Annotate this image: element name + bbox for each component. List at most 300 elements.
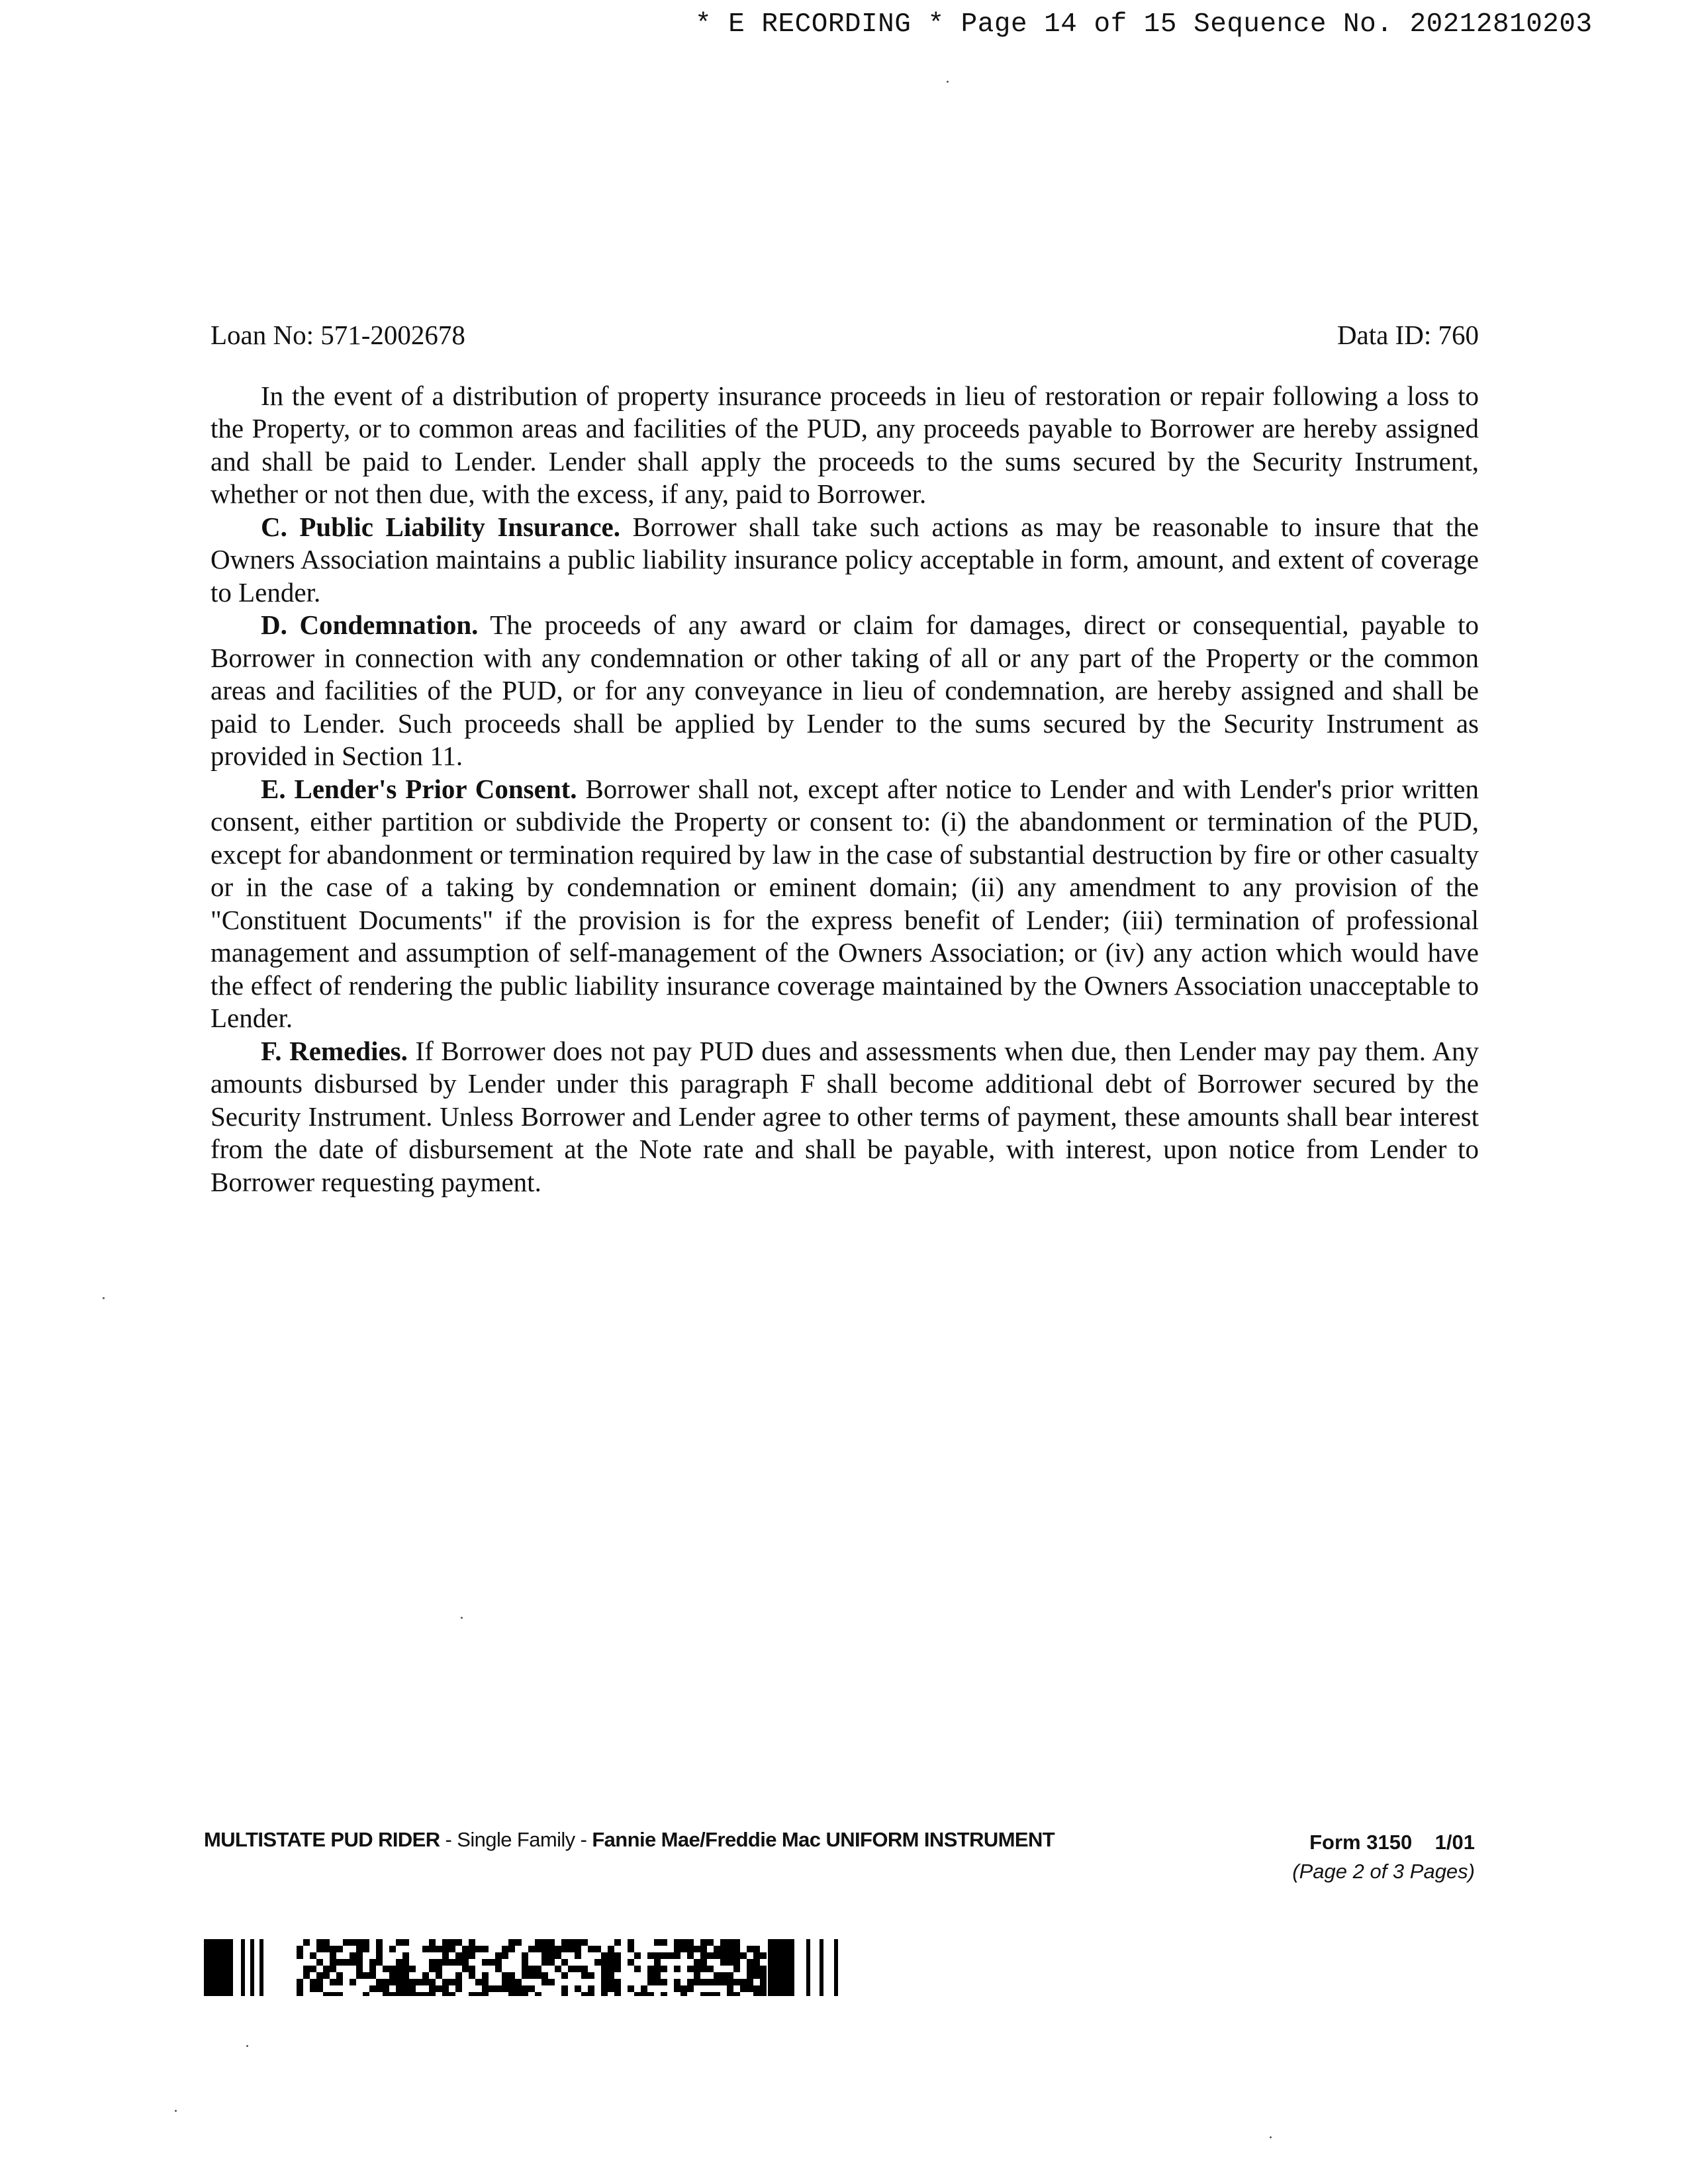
- barcode-bar: [601, 1985, 608, 1992]
- barcode-bar: [330, 1952, 336, 1959]
- barcode-bar: [647, 1972, 654, 1979]
- barcode-bar: [614, 1992, 621, 1996]
- barcode-bar: [522, 1992, 528, 1996]
- barcode-bar: [541, 1939, 548, 1946]
- barcode-bar: [455, 1959, 462, 1966]
- barcode-bar: [555, 1946, 561, 1952]
- barcode-bar: [548, 1979, 555, 1985]
- barcode-bar: [396, 1985, 402, 1992]
- barcode-bar: [356, 1972, 363, 1979]
- data-id: [1337, 319, 1479, 352]
- barcode-bar: [628, 1985, 634, 1992]
- barcode-bar: [303, 1939, 310, 1946]
- scan-speck: [461, 1617, 463, 1619]
- barcode-bar: [654, 1959, 661, 1966]
- barcode-bar: [515, 1939, 522, 1946]
- scan-speck: [175, 2110, 177, 2112]
- barcode-bar: [350, 1979, 356, 1985]
- barcode-bar: [601, 1966, 608, 1972]
- barcode-bar: [561, 1946, 568, 1952]
- barcode-bar: [608, 1979, 614, 1985]
- barcode-bar: [402, 1985, 409, 1992]
- scan-speck: [246, 2045, 248, 2047]
- barcode-bar: [330, 1966, 336, 1972]
- recording-header: * E RECORDING * Page 14 of 15 Sequence No. 20212810203: [695, 9, 1593, 40]
- barcode-bar: [436, 1972, 442, 1979]
- barcode-bar: [528, 1972, 535, 1979]
- barcode-bar: [647, 1952, 654, 1959]
- barcode-bar: [687, 1946, 694, 1952]
- barcode-bar: [760, 1966, 767, 1972]
- paragraph-heading: E. Lender's Prior Consent.: [261, 773, 577, 804]
- barcode-bar: [760, 1952, 767, 1959]
- barcode-bar: [422, 1972, 429, 1979]
- barcode-bar: [297, 1946, 303, 1952]
- barcode-bar: [316, 1972, 323, 1979]
- barcode-bar: [575, 1946, 581, 1952]
- footer-instrument: Fannie Mae/Freddie Mac UNIFORM INSTRUMENT: [592, 1828, 1055, 1851]
- barcode-bar: [455, 1952, 462, 1959]
- barcode-bar: [535, 1939, 541, 1946]
- footer-separator: -: [575, 1828, 592, 1851]
- barcode-bar: [714, 1979, 720, 1985]
- barcode-bar: [376, 1946, 383, 1952]
- barcode-bar: [402, 1966, 409, 1972]
- barcode-bar: [436, 1946, 442, 1952]
- barcode-bar: [508, 1972, 515, 1979]
- barcode-bar: [594, 1959, 601, 1966]
- barcode-bar: [727, 1939, 733, 1946]
- barcode-bar: [740, 1952, 747, 1959]
- barcode-bar: [376, 1979, 383, 1985]
- barcode-bar: [720, 1939, 727, 1946]
- barcode-bar: [429, 1946, 436, 1952]
- barcode-bar: [641, 1992, 647, 1996]
- barcode-bar: [733, 1946, 740, 1952]
- barcode-bar: [707, 1939, 714, 1946]
- barcode-bar: [449, 1959, 455, 1966]
- barcode-bar: [608, 1966, 614, 1972]
- barcode-bar: [469, 1952, 475, 1959]
- barcode-bar: [535, 1972, 541, 1979]
- barcode-bar: [614, 1985, 621, 1992]
- footer-separator: -: [440, 1828, 457, 1851]
- barcode-bar: [747, 1959, 753, 1966]
- barcode-bar: [259, 1939, 263, 1996]
- barcode-bar: [700, 1946, 707, 1952]
- barcode-bar: [522, 1952, 528, 1959]
- barcode-bar: [515, 1985, 522, 1992]
- barcode-bar: [429, 1985, 436, 1992]
- barcode-bar: [436, 1966, 442, 1972]
- barcode-bar: [482, 1985, 489, 1992]
- barcode-bar: [316, 1979, 323, 1985]
- barcode-bar: [455, 1972, 462, 1979]
- barcode-bar: [402, 1952, 409, 1959]
- paragraph-body: Borrower shall not, except after notice to Lender and with Lender's prior written consent, either partition or subdivide the Property or consent to: (i) the abandonment or termination of the PUD, except for abandonment or termination required by law in the case of substantial destruction by fire or other casualty or in the case of a taking by condemnation or eminent domain; (ii) any amendment to any provision of the "Constituent Documents" if the provision is for the express benefit of Lender; (iii) termination of professional management and assumption of self-management of the Owners Association; or (iv) any action which would have the effect of rendering the public liability insurance coverage maintained by the Owners Association unacceptable to Lender.: [211, 773, 1479, 1033]
- barcode-bar: [581, 1972, 588, 1979]
- barcode-bar: [482, 1946, 489, 1952]
- barcode-bar: [482, 1979, 489, 1985]
- barcode-bar: [753, 1992, 760, 1996]
- barcode-bar: [806, 1939, 810, 1996]
- barcode-bar: [634, 1966, 641, 1972]
- barcode-bar: [336, 1979, 343, 1985]
- paragraph-condemnation: [211, 609, 1479, 773]
- barcode-bar: [694, 1972, 700, 1979]
- barcode-bar: [495, 1966, 502, 1972]
- barcode-bar: [561, 1939, 568, 1946]
- barcode-bar: [442, 1992, 449, 1996]
- barcode-bar: [628, 1959, 634, 1966]
- barcode-bar: [383, 1979, 389, 1985]
- barcode-bar: [469, 1992, 475, 1996]
- barcode-bar: [363, 1946, 369, 1952]
- barcode-bar: [356, 1939, 363, 1946]
- barcode-bar: [614, 1966, 621, 1972]
- barcode-bar: [581, 1992, 588, 1996]
- barcode-bar: [442, 1985, 449, 1992]
- barcode-bar: [753, 1946, 760, 1952]
- barcode-bar: [310, 1952, 316, 1959]
- barcode-bar: [588, 1985, 594, 1992]
- barcode-bar: [528, 1985, 535, 1992]
- barcode-bar: [455, 1979, 462, 1985]
- barcode-bar: [528, 1946, 535, 1952]
- barcode-bar: [303, 1966, 310, 1972]
- barcode-bar: [747, 1972, 753, 1979]
- barcode-bar: [396, 1992, 402, 1996]
- barcode-bar: [575, 1952, 581, 1959]
- barcode-bar: [601, 1979, 608, 1985]
- barcode-bar: [747, 1985, 753, 1992]
- footer-form-line: [1292, 1828, 1475, 1857]
- barcode-bar: [429, 1979, 436, 1985]
- barcode-bar: [548, 1939, 555, 1946]
- barcode-bar: [714, 1952, 720, 1959]
- barcode-bar: [694, 1966, 700, 1972]
- barcode-bar: [541, 1946, 548, 1952]
- barcode-bar: [601, 1959, 608, 1966]
- barcode-bar: [297, 1985, 303, 1992]
- barcode-bar: [680, 1946, 687, 1952]
- footer-rider-type: Single Family: [457, 1828, 575, 1851]
- barcode-bar: [667, 1952, 674, 1959]
- barcode-bar: [369, 1972, 376, 1979]
- barcode-bar: [482, 1972, 489, 1979]
- barcode-bar: [654, 1952, 661, 1959]
- barcode-bar: [541, 1959, 548, 1966]
- barcode-bar: [376, 1939, 383, 1946]
- barcode-bar: [555, 1966, 561, 1972]
- barcode-bar: [241, 1939, 245, 1996]
- barcode-bar: [508, 1946, 515, 1952]
- barcode-bar: [687, 1939, 694, 1946]
- paragraph-body: The proceeds of any award or claim for damages, direct or consequential, payable to Borrower in connection with any condemnation or other taking of all or any part of the Property or the common areas and facilities of the PUD, or for any conveyance in lieu of condemnation, are hereby assigned and shall be paid to Lender. Such proceeds shall be applied by Lender to the sums secured by the Security Instrument as provided in Section 11.: [211, 610, 1479, 771]
- barcode-bar: [330, 1946, 336, 1952]
- barcode-bar: [369, 1959, 376, 1966]
- barcode-bar: [350, 1939, 356, 1946]
- barcode-bar: [475, 1979, 482, 1985]
- barcode-bar: [654, 1972, 661, 1979]
- barcode-bar: [336, 1959, 343, 1966]
- barcode-bar: [522, 1966, 528, 1972]
- barcode-bar: [475, 1946, 482, 1952]
- paragraph-body: If Borrower does not pay PUD dues and assessments when due, then Lender may pay them. Any amounts disbursed by Lender under this paragraph F shall become additional debt of Borrower secured by the Security Instrument. Unless Borrower and Lender agree to other terms of payment, these amounts shall bear interest from the date of disbursement at the Note rate and shall be payable, with interest, upon notice from Lender to Borrower requesting payment.: [211, 1035, 1479, 1197]
- barcode-bar: [528, 1966, 535, 1972]
- barcode-bar: [376, 1959, 383, 1966]
- barcode-bar: [601, 1972, 608, 1979]
- paragraph-heading: C. Public Liability Insurance.: [261, 511, 621, 542]
- barcode-bar: [462, 1959, 469, 1966]
- barcode-bar: [535, 1966, 541, 1972]
- barcode-bar: [647, 1966, 654, 1972]
- barcode-bar: [588, 1992, 594, 1996]
- barcode-bar: [330, 1992, 336, 1996]
- barcode-bar: [680, 1939, 687, 1946]
- barcode-bar: [548, 1952, 555, 1959]
- barcode-bar: [389, 1946, 396, 1952]
- barcode-bar: [442, 1959, 449, 1966]
- barcode-bar: [727, 1952, 733, 1959]
- loan-number-label: Loan No:: [211, 320, 314, 350]
- barcode-bar: [707, 1979, 714, 1985]
- barcode-bar: [700, 1952, 707, 1959]
- barcode-bar: [396, 1972, 402, 1979]
- barcode-bar: [336, 1972, 343, 1979]
- barcode-bar: [396, 1966, 402, 1972]
- barcode-bar: [661, 1979, 667, 1985]
- barcode-bar: [316, 1946, 323, 1952]
- barcode-bar: [389, 1992, 396, 1996]
- barcode-bar: [661, 1952, 667, 1959]
- barcode-bar: [522, 1959, 528, 1966]
- barcode-bar: [568, 1966, 575, 1972]
- barcode-bar: [383, 1985, 389, 1992]
- barcode-bar: [588, 1946, 594, 1952]
- barcode-bar: [469, 1939, 475, 1946]
- barcode-bar: [495, 1952, 502, 1959]
- barcode-bar: [614, 1952, 621, 1959]
- barcode-bar: [429, 1959, 436, 1966]
- barcode-bar: [204, 1939, 233, 1996]
- barcode-bar: [674, 1939, 680, 1946]
- barcode-bar: [442, 1939, 449, 1946]
- barcode-bar: [634, 1952, 641, 1959]
- barcode-bar: [250, 1939, 254, 1996]
- paragraph-insurance-proceeds: [211, 380, 1479, 511]
- barcode-bar: [316, 1985, 323, 1992]
- barcode-bar: [733, 1992, 740, 1996]
- barcode-bar: [694, 1959, 700, 1966]
- barcode-bar: [383, 1992, 389, 1996]
- barcode-bar: [727, 1992, 733, 1996]
- barcode-bar: [402, 1939, 409, 1946]
- barcode-bar: [442, 1952, 449, 1959]
- barcode-bar: [720, 1979, 727, 1985]
- barcode-bar: [740, 1979, 747, 1985]
- barcode-bar: [422, 1946, 429, 1952]
- barcode-bar: [462, 1952, 469, 1959]
- barcode-bar: [834, 1939, 838, 1996]
- barcode-bar: [330, 1979, 336, 1985]
- barcode-bar: [535, 1992, 541, 1996]
- barcode-bar: [641, 1985, 647, 1992]
- barcode-bar: [575, 1939, 581, 1946]
- barcode-bar: [753, 1972, 760, 1979]
- barcode-bar: [356, 1952, 363, 1959]
- barcode-bar: [608, 1952, 614, 1959]
- barcode-bar: [442, 1979, 449, 1985]
- barcode-bar: [700, 1959, 707, 1966]
- barcode-bar: [680, 1992, 687, 1996]
- barcode-bar: [389, 1972, 396, 1979]
- barcode-bar: [502, 1979, 508, 1985]
- barcode-bar: [661, 1939, 667, 1946]
- paragraph-heading: D. Condemnation.: [261, 610, 479, 640]
- barcode-bar: [541, 1952, 548, 1959]
- barcode-bar: [363, 1939, 369, 1946]
- barcode-bar: [449, 1946, 455, 1952]
- barcode-bar: [714, 1992, 720, 1996]
- barcode-bar: [297, 1952, 303, 1959]
- barcode-bar: [760, 1972, 767, 1979]
- barcode-bar: [389, 1966, 396, 1972]
- barcode-bar: [594, 1946, 601, 1952]
- barcode-bar: [674, 1966, 680, 1972]
- barcode-bar: [522, 1972, 528, 1979]
- form-number: Form 3150: [1309, 1831, 1413, 1854]
- barcode-bar: [714, 1972, 720, 1979]
- barcode-bar: [402, 1972, 409, 1979]
- barcode-bar: [396, 1939, 402, 1946]
- barcode-bar: [396, 1979, 402, 1985]
- barcode-bar: [350, 1959, 356, 1966]
- barcode-bar: [402, 1979, 409, 1985]
- barcode-bar: [323, 1939, 330, 1946]
- barcode-bar: [336, 1946, 343, 1952]
- barcode-bar: [561, 1992, 568, 1996]
- barcode-bar: [820, 1939, 823, 1996]
- barcode-bar: [700, 1992, 707, 1996]
- page-note: (Page 2 of 3 Pages): [1292, 1860, 1475, 1883]
- barcode-bar: [310, 1985, 316, 1992]
- barcode-bar: [733, 1979, 740, 1985]
- barcode-bar: [700, 1939, 707, 1946]
- barcode-bar: [343, 1959, 350, 1966]
- barcode-bar: [588, 1972, 594, 1979]
- paragraph-lenders-prior-consent: [211, 773, 1479, 1035]
- barcode-bar: [422, 1979, 429, 1985]
- barcode-bar: [356, 1946, 363, 1952]
- barcode-bar: [727, 1946, 733, 1952]
- barcode-bar: [455, 1985, 462, 1992]
- barcode-bar: [310, 1979, 316, 1985]
- footer-form-info: [1292, 1828, 1475, 1886]
- barcode-bar: [323, 1946, 330, 1952]
- barcode-bar: [508, 1985, 515, 1992]
- barcode-bar: [482, 1992, 489, 1996]
- barcode-bar: [628, 1946, 634, 1952]
- barcode-bar: [363, 1972, 369, 1979]
- barcode-bar: [442, 1946, 449, 1952]
- barcode-bar: [436, 1985, 442, 1992]
- barcode-bar: [323, 1966, 330, 1972]
- barcode-bar: [747, 1946, 753, 1952]
- barcode-bar: [674, 1979, 680, 1985]
- barcode-bar: [316, 1939, 323, 1946]
- barcode-bar: [555, 1952, 561, 1959]
- barcode-bar: [753, 1952, 760, 1959]
- barcode-bar: [522, 1985, 528, 1992]
- barcode-bar: [402, 1959, 409, 1966]
- barcode-bar: [489, 1959, 495, 1966]
- barcode-bar: [508, 1939, 515, 1946]
- barcode-bar: [350, 1952, 356, 1959]
- barcode-bar: [316, 1959, 323, 1966]
- barcode-bar: [429, 1992, 436, 1996]
- barcode-bar: [489, 1985, 495, 1992]
- barcode-bar: [654, 1939, 661, 1946]
- paragraph-heading: F. Remedies.: [261, 1035, 408, 1066]
- barcode-bar: [323, 1992, 330, 1996]
- barcode-bar: [396, 1959, 402, 1966]
- barcode-bar: [720, 1946, 727, 1952]
- barcode-bar: [647, 1979, 654, 1985]
- barcode-bar: [674, 1985, 680, 1992]
- barcode-bar: [515, 1979, 522, 1985]
- data-id-label: Data ID:: [1336, 320, 1432, 350]
- barcode-bar: [727, 1959, 733, 1966]
- barcode-bar: [680, 1985, 687, 1992]
- form-date: 1/01: [1434, 1831, 1475, 1854]
- barcode-bar: [409, 1985, 416, 1992]
- barcode-bar: [733, 1952, 740, 1959]
- barcode-bar: [429, 1939, 436, 1946]
- barcode-bar: [601, 1992, 608, 1996]
- barcode-bar: [720, 1959, 727, 1966]
- barcode-bar: [416, 1979, 422, 1985]
- barcode-bar: [720, 1952, 727, 1959]
- barcode-bar: [462, 1946, 469, 1952]
- barcode-bar: [343, 1939, 350, 1946]
- barcode-bar: [727, 1979, 733, 1985]
- barcode-bar: [402, 1992, 409, 1996]
- loan-number: [211, 319, 465, 352]
- barcode-bar: [383, 1966, 389, 1972]
- barcode-bar: [674, 1946, 680, 1952]
- barcode-bar: [508, 1992, 515, 1996]
- barcode-bar: [700, 1979, 707, 1985]
- barcode-bar: [455, 1939, 462, 1946]
- barcode-bar: [502, 1946, 508, 1952]
- barcode-bar: [449, 1979, 455, 1985]
- scan-speck: [947, 81, 949, 83]
- barcode-bar: [416, 1992, 422, 1996]
- barcode-bar: [502, 1985, 508, 1992]
- barcode-bar: [647, 1992, 654, 1996]
- barcode-bar: [661, 1966, 667, 1972]
- barcode-bar: [541, 1979, 548, 1985]
- barcode-bar: [707, 1966, 714, 1972]
- barcode-bar: [535, 1946, 541, 1952]
- barcode-bar: [330, 1959, 336, 1966]
- barcode-bar: [363, 1992, 369, 1996]
- barcode-bar: [733, 1959, 740, 1966]
- scan-speck: [1270, 2136, 1272, 2138]
- footer-rider-title: MULTISTATE PUD RIDER: [204, 1828, 440, 1851]
- barcode-bar: [469, 1946, 475, 1952]
